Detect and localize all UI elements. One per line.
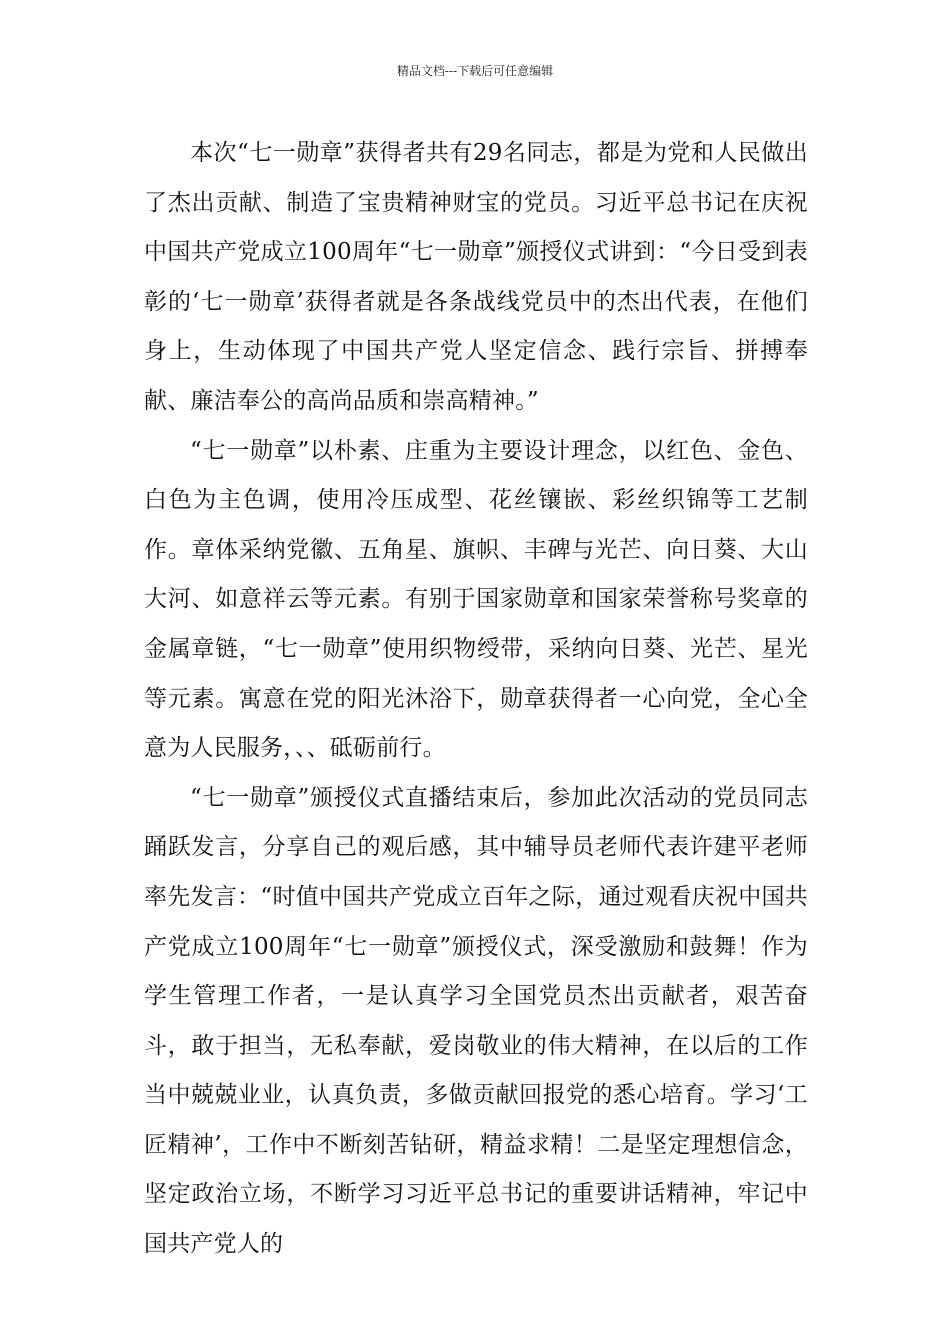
paragraph-2: “七一勋章”以朴素、庄重为主要设计理念，以红色、金色、白色为主色调，使用冷压成型、花丝镶嵌、彩丝织锦等工艺制作。章体采纳党徽、五角星、旗帜、丰碑与光芒、向日葵、大山大河、如意祥云等元素。有别于国家勋章和国家荣誉称号奖章的金属章链，“七一勋章”使用织物绶带，采纳向日葵、光芒、星光等元素。寓意在党的阳光沐浴下，勋章获得者一心向党，全心全意为人民服务，、、砥砺前行。 — [144, 437, 808, 762]
paragraph-3: “七一勋章”颁授仪式直播结束后，参加此次活动的党员同志踊跃发言，分享自己的观后感，其中辅导员老师代表许建平老师率先发言：“时值中国共产党成立百年之际，通过观看庆祝中国共产党成立100周年“七一勋章”颁授仪式，深受激励和鼓舞！作为学生管理工作者，一是认真学习全国党员杰出贡献者，艰苦奋斗，敢于担当，无私奉献，爱岗敬业的伟大精神，在以后的工作当中兢兢业业，认真负责，多做贡献回报党的悉心培育。学习‘工匠精神’，工作中不断刻苦钻研，精益求精！二是坚定理想信念，坚定政治立场，不断学习习近平总书记的重要讲话精神，牢记中国共产党人的 — [144, 784, 808, 1258]
page-header: 精品文档---下载后可任意编辑 — [396, 64, 554, 78]
document-body — [144, 129, 808, 1270]
paragraph-1: 本次“七一勋章”获得者共有29名同志，都是为党和人民做出了杰出贡献、制造了宝贵精神财宝的党员。习近平总书记在庆祝中国共产党成立100周年“七一勋章”颁授仪式讲到：“今日受到表彰的‘七一勋章’获得者就是各条战线党员中的杰出代表，在他们身上，生动体现了中国共产党人坚定信念、践行宗旨、拼搏奉献、廉洁奉公的高尚品质和崇高精神。” — [144, 140, 808, 414]
